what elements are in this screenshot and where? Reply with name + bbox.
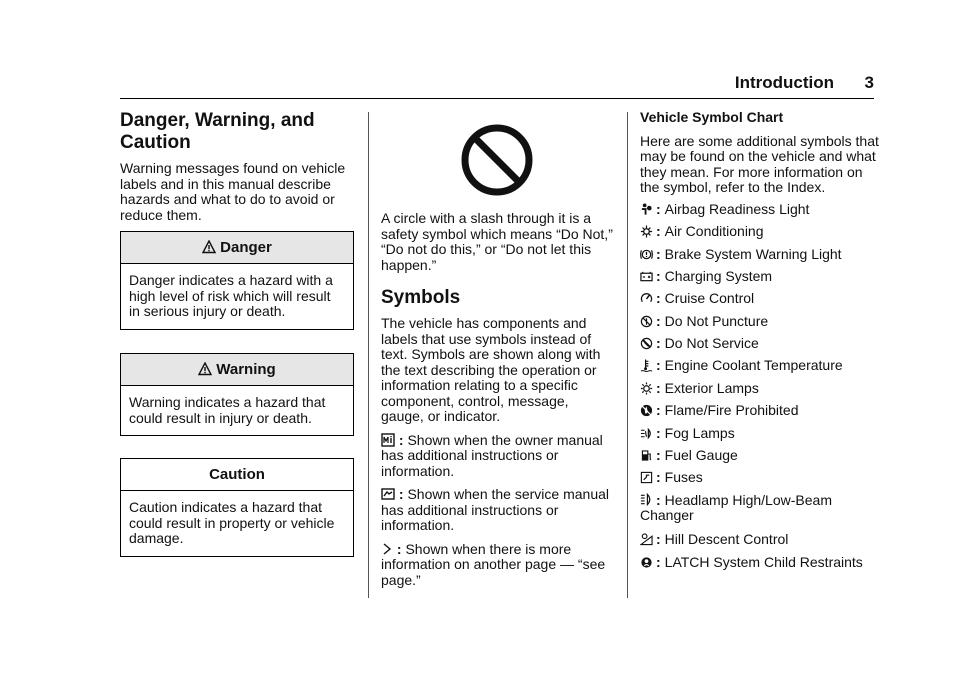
battery-icon <box>640 269 653 284</box>
symbol-label: Headlamp High/Low-Beam Changer <box>640 491 832 523</box>
safety-alert-icon <box>202 240 216 254</box>
symbol-row: : Exterior Lamps <box>640 381 759 397</box>
brake-warning-icon <box>640 247 653 262</box>
exterior-lamps-icon <box>640 381 653 396</box>
symbol-row: : Do Not Puncture <box>640 314 768 330</box>
intro-paragraph: Warning messages found on vehicle labels and in this manual describe hazards and what to do to avoid or reduce them. <box>120 160 346 223</box>
column-divider <box>627 112 628 598</box>
symbol-list <box>640 202 880 582</box>
warning-box <box>120 353 354 436</box>
fuses-icon <box>640 470 653 485</box>
caution-header: Caution <box>121 459 353 491</box>
symbol-row: : Fuses <box>640 470 703 486</box>
symbol-row: : Fuel Gauge <box>640 448 738 464</box>
symbol-label: Fog Lamps <box>664 424 735 441</box>
danger-header: Danger <box>121 232 353 264</box>
symbol-row: : Fog Lamps <box>640 426 735 442</box>
hill-descent-icon <box>640 532 653 547</box>
cruise-control-icon <box>640 291 653 306</box>
section-heading: Danger, Warning, and Caution <box>120 110 315 153</box>
symbol-row: : Do Not Service <box>640 336 759 352</box>
service-manual-paragraph: : Shown when the service manual has additional instructions or information. <box>381 486 610 533</box>
symbol-row: : Airbag Readiness Light <box>640 202 809 218</box>
page-header <box>120 70 874 99</box>
page-number: 3 <box>864 73 874 92</box>
symbol-row: : Headlamp High/Low-Beam Changer <box>640 491 832 523</box>
symbol-label: Fuses <box>664 468 703 485</box>
chart-intro: Here are some additional symbols that may be found on the vehicle and what they mean. For more information on the symbol, refer to the Index. <box>640 132 879 195</box>
symbol-row: : Hill Descent Control <box>640 532 788 548</box>
headlamp-beam-icon <box>640 492 653 507</box>
section-title: Introduction <box>734 73 834 92</box>
danger-body: Danger indicates a hazard with a high level of risk which will result in serious injury or death. <box>129 272 333 319</box>
symbol-label: Engine Coolant Temperature <box>664 356 843 373</box>
symbol-row: : Air Conditioning <box>640 224 764 240</box>
symbol-label: Airbag Readiness Light <box>664 200 810 217</box>
symbol-label: Flame/Fire Prohibited <box>664 401 799 418</box>
airbag-icon <box>640 202 653 217</box>
latch-icon <box>640 555 653 570</box>
warning-header: Warning <box>121 354 353 386</box>
symbol-label: Hill Descent Control <box>664 530 789 547</box>
slash-symbol-area <box>381 110 613 206</box>
symbol-label: Air Conditioning <box>664 222 764 239</box>
symbol-row: : Flame/Fire Prohibited <box>640 403 799 419</box>
owner-manual-icon <box>381 433 395 447</box>
danger-box <box>120 231 354 330</box>
coolant-temperature-icon <box>640 358 653 373</box>
symbol-row: : Cruise Control <box>640 291 754 307</box>
symbol-label: LATCH System Child Restraints <box>664 553 863 570</box>
symbol-label: Brake System Warning Light <box>664 245 842 262</box>
symbol-label: Do Not Service <box>664 334 759 351</box>
symbol-row: : Charging System <box>640 269 772 285</box>
no-symbol-icon <box>459 122 535 198</box>
flame-prohibited-icon <box>640 403 653 418</box>
symbol-label: Cruise Control <box>664 289 755 306</box>
symbol-row: : Brake System Warning Light <box>640 247 842 263</box>
symbol-label: Do Not Puncture <box>664 312 769 329</box>
do-not-service-icon <box>640 336 653 351</box>
fog-lamps-icon <box>640 426 653 441</box>
fuel-gauge-icon <box>640 448 653 463</box>
owner-manual-paragraph: : Shown when the owner manual has additional instructions or information. <box>381 431 603 479</box>
column-3 <box>640 110 880 582</box>
symbol-label: Charging System <box>664 267 773 284</box>
column-2 <box>381 110 613 588</box>
safety-alert-icon <box>198 362 212 376</box>
symbol-label: Exterior Lamps <box>664 379 759 396</box>
chart-heading: Vehicle Symbol Chart <box>640 109 784 125</box>
column-1 <box>120 110 358 223</box>
symbol-row: : LATCH System Child Restraints <box>640 555 863 571</box>
symbol-row: : Engine Coolant Temperature <box>640 358 843 374</box>
do-not-puncture-icon <box>640 314 653 329</box>
service-manual-icon <box>381 487 395 501</box>
slash-caption: A circle with a slash through it is a safety symbol which means “Do Not,” “Do not do this,” or “Do not let this happen.” <box>381 210 613 273</box>
caution-body: Caution indicates a hazard that could result in property or vehicle damage. <box>129 499 335 546</box>
see-page-icon <box>381 543 393 555</box>
air-conditioning-icon <box>640 224 653 239</box>
caution-box <box>120 458 354 557</box>
column-divider <box>368 112 369 598</box>
see-page-paragraph: : Shown when there is more information on another page — “see page.” <box>381 540 606 588</box>
warning-body: Warning indicates a hazard that could result in injury or death. <box>129 394 326 426</box>
symbols-heading: Symbols <box>381 287 461 308</box>
symbols-paragraph: The vehicle has components and labels that use symbols instead of text. Symbols are shown along with the text describing the operation or information relating to a specific component, control, message, gauge, or indicator. <box>381 315 601 424</box>
symbol-label: Fuel Gauge <box>664 446 738 463</box>
